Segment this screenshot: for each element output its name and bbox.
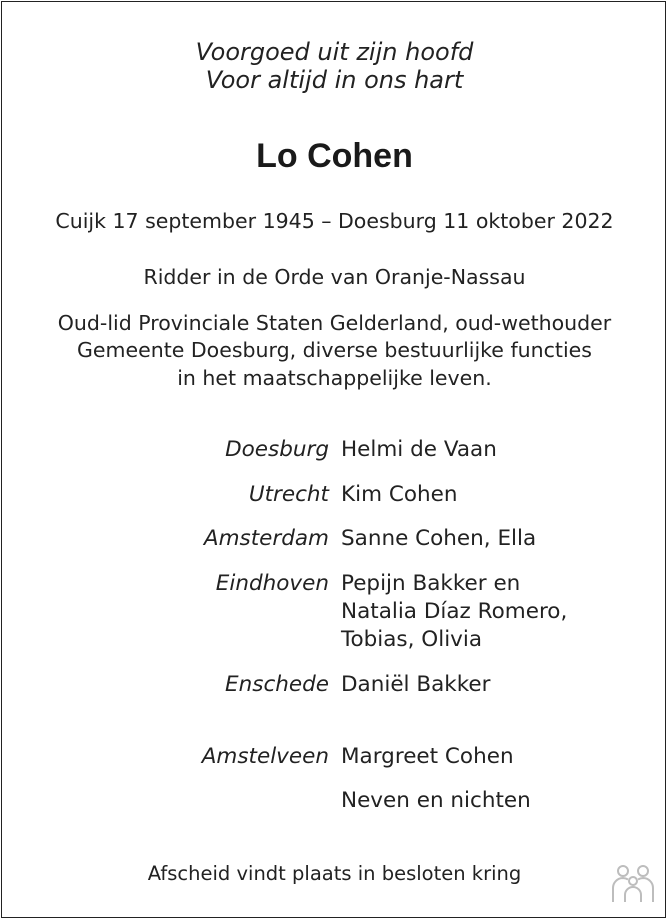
farewell-note: Afscheid vindt plaats in besloten kring [147,862,522,885]
relative-names: Helmi de Vaan [341,437,497,462]
life-dates: Cuijk 17 september 1945 – Doesburg 11 oktober 2022 [55,209,614,233]
relative-names: Sanne Cohen, Ella [341,526,537,551]
relative-names: Tobias, Olivia [341,627,483,652]
relative-names: Neven en nichten [341,788,531,813]
deceased-name: Lo Cohen [256,137,413,175]
relative-names: Margreet Cohen [341,744,514,769]
relative-place: Eindhoven [215,571,329,596]
bio-line-2: Gemeente Doesburg, diverse bestuurlijke functies [77,338,592,362]
relative-place: Utrecht [248,482,329,507]
relative-place: Doesburg [225,437,329,462]
relative-names: Pepijn Bakker en [341,571,521,596]
bio-line-3: in het maatschappelijke leven. [177,366,492,390]
relative-place: Amstelveen [201,744,329,769]
relative-names: Natalia Díaz Romero, [341,599,568,624]
motto-line-2: Voor altijd in ons hart [205,66,464,94]
bio-line-1: Oud-lid Provinciale Staten Gelderland, oud-wethouder [57,311,612,335]
relative-names: Daniël Bakker [341,672,491,697]
honor: Ridder in de Orde van Oranje-Nassau [143,265,526,289]
relative-names: Kim Cohen [341,482,458,507]
family-figures-icon [608,864,658,904]
relative-place: Amsterdam [203,526,329,551]
relative-place: Enschede [225,672,329,697]
motto-line-1: Voorgoed uit zijn hoofd [195,38,474,66]
